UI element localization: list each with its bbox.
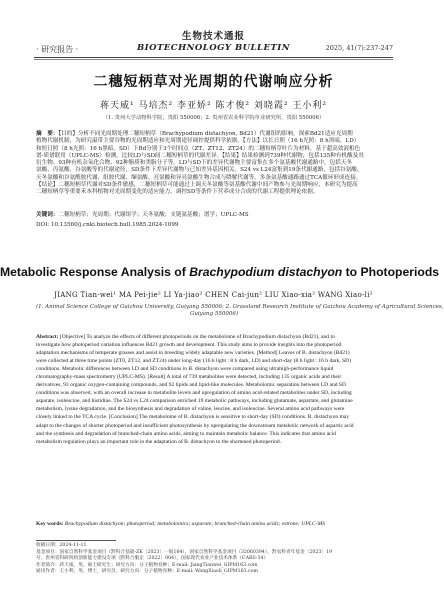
authors-en: JIANG Tian-wei¹ MA Pei-jie² LI Ya-jiao² CHEN Cai-jun² LIU Xiao-xia² WANG Xiao-li²	[54, 291, 373, 299]
abstract-en-line: metabolism regulation plays an important role in the adaptation of B. distachyon to the shortened photoperiod.	[36, 438, 282, 445]
footnote-received: 收稿日期：2024-11-11	[36, 543, 87, 548]
paper-title-cn: 二穗短柄草对光周期的代谢响应分析	[93, 74, 334, 90]
abstract-cn-label: 摘 要：	[36, 131, 59, 137]
abstract-cn-line: 氨酸、丙氨酸、谷氨酸等的代谢途径，SD条件下差异代谢物与已知差异基因相关。S24 vs L24富集到19条代谢通路，包括谷氨酸、	[36, 167, 363, 174]
footnote-funding: 基金项目：国家自然科学基金项目（黔科合基础-ZK〔2023〕一般164），国家自然科学基金项目（32060394），黔农科青年基金〔2023〕19	[36, 549, 332, 555]
abstract-cn-line: 二穗短柄草等重要禾本科植物对光周期变化的适应能力、调控SD等条件下营养成分合成的代谢工程提供理论依据。	[36, 189, 319, 196]
keywords-cn-label: 关键词：	[36, 212, 59, 218]
abstract-cn-line: 谱-质谱联用（UPLC-MS）检测，比较LD与SD间二穗短柄草的代谢差异。【结果】结果检测到739种代谢物，包括135种有机酸及其	[36, 152, 364, 159]
header-rule-thin	[34, 59, 393, 60]
abstract-en-line: [Objective] To analyze the effects of different photoperiods on the metabolome of Brachypodium distachyon (Bd21), and to	[59, 334, 335, 340]
doi: DOI: 10.13560/j.cnki.biotech.bull.1985.2024-1099	[36, 222, 179, 228]
paper-title-en-pre: Metabolic Response Analysis of	[0, 265, 190, 279]
affiliations-en	[36, 304, 444, 318]
footnote-funding-cont: 号，贵州省科研机构创新能力建设专项（黔科合服企〔2022〕004），国家现代农业产业技术体系（CARS-34）	[36, 556, 269, 562]
abstract-cn-line: 和短日照（8 h光照：16 h黑暗，SD）下Bd分别于3个时间点（ZT、ZT12、ZT24）的二穗短柄草叶片为材料，基于超高效液相色	[36, 145, 361, 152]
paper-title-en-post: to Photoperiods	[342, 265, 440, 279]
abstract-en-line: adapt to the changes of shorter photoperiod and insufficient photosynthesis by upregulating the downstream metabolic network of aspartic acid	[36, 422, 354, 429]
abstract-cn	[36, 131, 392, 197]
abstract-en-line: conditions was observed, with an overall increase in metabolite levels and upregulation of amino acid-related metabolites under SD, including	[36, 390, 352, 397]
keywords-en-label: Key words:	[36, 521, 64, 527]
abstract-en-line: chromatography-mass spectrometry (UPLC-MS). [Result] A total of 739 metabolites were detected, including 135 organic acids and their	[36, 374, 342, 381]
paper-title-en	[0, 265, 440, 279]
abstract-en	[36, 333, 392, 446]
authors-cn: 蒋天威¹ 马培杰² 李亚娇² 陈才俊² 刘晓霞² 王小利²	[100, 101, 327, 111]
keywords-cn-text: 二穗短柄草；光周期；代谢组学；天冬氨酸；支链氨基酸；谱学；UPLC-MS	[58, 212, 249, 218]
abstract-cn-line: 衍生物、93种有机杂氧化合物、92种脂质和类脂分子等。LD与SD下的差异代谢物主要富集在多个氨基酸代谢通路中，包括天冬	[36, 160, 353, 167]
affiliations-cn: （1. 贵州大学动物科学院，贵阳 550006；2. 贵州省农业科学院草业研究所，贵阳 550006）	[102, 115, 325, 121]
abstract-en-line: closely linked to the TCA cycle. [Conclusion] The metabolome of B. distachyon is sensitive to short-day (SD) conditions. B. distachyon may	[36, 414, 350, 421]
footnote-corresponding-author: 通讯作者：王小利，男，博士，研究员；研究方向：分子植物育种；E-mail: WangXiaoli_GIPM163.com	[36, 569, 258, 575]
abstract-en-line: and the synthesis and degradation of branched-chain amino acids, aiming to maintain metabolic balance. This indicates that amino acid	[36, 430, 336, 437]
abstract-en-line: were collected at three time points (ZT0, ZT12, and ZT24) under long-day (16 h light : 8 h dark, LD) and short-day (8 h light : 16 h dark, SD)	[36, 358, 352, 365]
abstract-cn-line: 【目的】分析不同光周期处理二穗短柄草（Brachypodium distachyon, Bd21）代谢组的影响，探索Bd21适应光周期	[58, 131, 353, 137]
doi-line	[36, 222, 392, 229]
abstract-en-line: asparate, isoleucine, and histidine. The S24 vs L24 comparison enriched 19 metabolic pathways, including glutamate, aspartate, and glutamine	[36, 398, 353, 405]
footnote-rule	[36, 540, 116, 541]
footnote-first-author: 作者简介：蒋天威，男，硕士研究生；研究方向：分子植物育种；E-mail: JiangTianwei_GIPM163.com	[36, 562, 258, 568]
header-rule	[34, 57, 393, 58]
abstract-cn-line: 天冬氨酸和谷氨酰胺代谢、组胺代谢、缬氨酸、亮氨酸和异亮氨酸生物合成与降解代谢等。多条氨基酸通路通过TCA循环形成连接。	[36, 174, 362, 181]
journal-title-cn: 生物技术通报	[181, 31, 245, 42]
abstract-cn-line: 植物代谢机制，为研究温带主要谷物的光周期适应和光周期途径调控提供科学依据。【方法】以长日照（16 h光照：8 h黑暗，LD）	[36, 138, 360, 145]
affiliations-en-line: Guiyang 550006)	[189, 311, 239, 318]
affiliations-en-line: (1. Animal Science College of Guizhou University, Guiyang 550006; 2. Grassland Research Institute of Guizhou Academy of Agricultural Sciences,	[36, 304, 444, 310]
section-label: · 研究报告 ·	[36, 45, 79, 54]
abstract-en-line: metabolism, lysine degradation, and the biosynthesis and degradation of valine, leucine, and isoleucine. Several amino acid pathways were	[36, 406, 345, 413]
paper-title-en-species: Brachypodium distachyon	[189, 265, 343, 279]
abstract-en-line: investigate how photoperiod variation influences Bd21 growth and development. This study aims to provide insights into the photoperiod	[36, 342, 342, 349]
keywords-en	[36, 521, 392, 527]
abstract-en-label: Abstract:	[36, 334, 59, 340]
abstract-en-line: conditions. Metabolic differences between LD and SD conditions in B. distachyon were compared using ultrahigh-performance liquid	[36, 366, 334, 373]
issue-info: 2025, 41(7):237-247	[325, 44, 393, 52]
keywords-en-text: Brachypodium distachyon; photoperiod; metabolomics; asparate; branched-chain amino acids; estrone; UPLC-MS	[64, 521, 325, 527]
keywords-cn	[36, 212, 392, 219]
footnotes	[36, 543, 394, 576]
abstract-cn-line: 【结论】二穗短柄草代谢对SD条件敏感，二穗短柄草可能通过上调天冬氨酸等氨基酸代谢中间产物参与光周期响应，本研究为提高	[36, 182, 358, 189]
abstract-en-line: derivatives, 93 organic oxygen-containing compounds, and 92 lipids and lipid-like molecules. Metabolomic separation between LD and SD	[36, 382, 346, 389]
journal-title-en: BIOTECHNOLOGY BULLETIN	[136, 43, 291, 53]
abstract-en-line: adaptation mechanisms of temperate grasses and assist in breeding widely adaptable new varieties. [Method] Leaves of B. distachyon (Bd21)	[36, 350, 350, 357]
